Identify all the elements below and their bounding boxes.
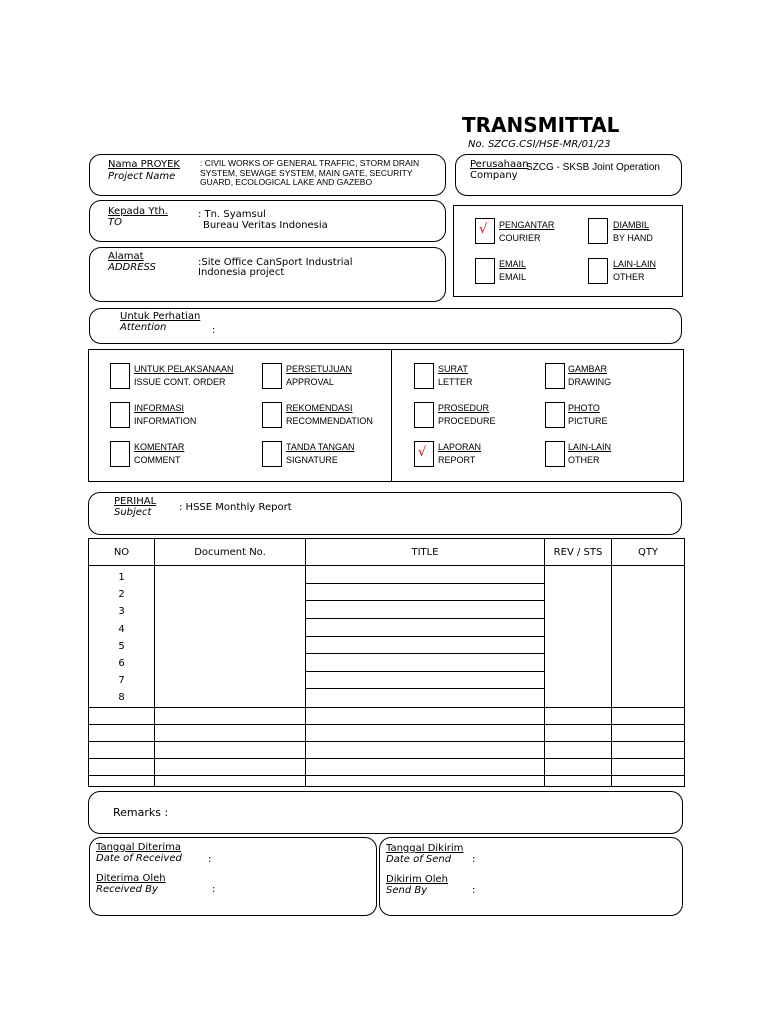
courier-label: PENGANTAR [499,220,555,230]
project-label: Nama PROYEK [108,159,180,170]
report-label: LAPORAN [438,442,482,452]
table-cell[interactable] [155,775,306,786]
received-date-value[interactable]: : [208,854,212,865]
procedure-label: PROSEDUR [438,403,490,413]
table-cell[interactable] [89,707,155,724]
send-date-value[interactable]: : [472,854,476,865]
recommendation-label: REKOMENDASI [286,403,353,413]
email-label-en: EMAIL [499,272,527,282]
title-subrow[interactable] [306,672,544,690]
letter-label: SURAT [438,364,468,374]
drawing-checkbox[interactable] [545,363,565,389]
by-hand-label: DIAMBIL [613,220,650,230]
row-number: 1 [118,572,125,583]
project-line-1: : CIVIL WORKS OF GENERAL TRAFFIC, STORM DRAIN [200,158,420,168]
other-delivery-label: LAIN-LAIN [613,259,657,269]
email-label: EMAIL [499,259,527,269]
title-subrow[interactable] [306,584,544,602]
address-label: Alamat [108,251,144,262]
approval-label-en: APPROVAL [286,377,334,387]
row-number-cell [89,566,155,708]
title-subrow[interactable] [306,654,544,672]
drawing-option [568,363,611,389]
project-label-en: Project Name [108,171,176,182]
company-value: SZCG - SKSB Joint Operation [526,162,660,173]
other-delivery-label-en: OTHER [613,272,645,282]
received-by-label-en: Received By [96,884,158,895]
row-number: 4 [118,623,125,635]
address-label-en: ADDRESS [108,262,156,273]
by-hand-checkbox[interactable] [588,218,608,244]
other-type-checkbox[interactable] [545,441,565,467]
company-label-en: Company [470,170,518,181]
comment-checkbox[interactable] [110,441,130,467]
table-cell[interactable] [612,724,685,741]
title-subrow[interactable] [306,619,544,637]
send-by-value[interactable]: : [472,885,476,896]
project-line-3: GUARD, ECOLOGICAL LAKE AND GAZEBO [200,177,373,187]
procedure-checkbox[interactable] [414,402,434,428]
courier-option [499,219,554,245]
address-line-2: Indonesia project [198,267,285,278]
table-cell[interactable] [155,707,306,724]
to-label-en: TO [108,217,122,228]
title-subrow[interactable] [306,601,544,619]
approval-label: PERSETUJUAN [286,364,353,374]
check-mark-icon: √ [418,445,427,460]
subject-value: : HSSE Monthly Report [179,502,292,513]
project-value [200,159,419,188]
by-hand-label-en: BY HAND [613,233,653,243]
title-subrow[interactable] [306,637,544,655]
letter-checkbox[interactable] [414,363,434,389]
attention-label-en: Attention [120,322,167,333]
recommendation-label-en: RECOMMENDATION [286,416,373,426]
row-number: 6 [118,658,125,670]
signature-label: TANDA TANGAN [286,442,355,452]
column-header-rev-sts: REV / STS [545,539,612,566]
other-delivery-checkbox[interactable] [588,258,608,284]
information-label-en: INFORMATION [134,416,197,426]
attention-box [89,308,682,344]
purpose-divider [391,349,392,482]
signature-label-en: SIGNATURE [286,455,338,465]
recommendation-option [286,402,373,428]
other-type-label: LAIN-LAIN [568,442,612,452]
picture-label-en: PICTURE [568,416,608,426]
table-cell[interactable] [612,741,685,758]
title-subrows [306,566,544,706]
attention-value: : [212,325,216,336]
project-box [89,154,446,196]
other-type-label-en: OTHER [568,455,600,465]
column-header-title: TITLE [306,539,545,566]
approval-option [286,363,352,389]
received-date-label: Tanggal Diterima [96,842,182,853]
other-delivery-option [613,258,656,284]
letter-label-en: LETTER [438,377,473,387]
table-cell[interactable] [89,724,155,741]
send-date-label: Tanggal Dikirim [386,843,464,854]
table-cell[interactable] [155,741,306,758]
document-table [88,538,685,787]
letter-option [438,363,473,389]
send-by-label: Dikirim Oleh [386,874,448,885]
courier-label-en: COURIER [499,233,541,243]
comment-option [134,441,184,467]
table-cell[interactable] [545,741,612,758]
other-type-option [568,441,611,467]
project-line-2: SYSTEM, SEWAGE SYSTEM, MAIN GATE, SECURITY [200,167,413,178]
issue-order-label: UNTUK PELAKSANAAN [134,364,234,374]
comment-label-en: COMMENT [134,455,181,465]
information-label: INFORMASI [134,403,185,413]
table-cell[interactable] [155,758,306,775]
page-title: TRANSMITTAL [462,113,620,137]
column-header-document-no: Document No. [155,539,306,566]
row-number-list [89,566,154,707]
row-number: 3 [118,606,125,618]
recommendation-checkbox[interactable] [262,402,282,428]
address-box [89,247,446,302]
row-number: 2 [118,589,125,601]
report-option [438,441,481,467]
table-cell[interactable] [306,775,545,786]
document-number: No. SZCG.CSI/HSE-MR/01/23 [468,139,611,150]
received-date-label-en: Date of Received [96,853,182,864]
column-header-no: NO [89,539,155,566]
received-by-label: Diterima Oleh [96,873,166,884]
attention-label: Untuk Perhatian [120,311,201,322]
report-checkbox[interactable] [414,441,434,467]
column-header-qty: QTY [612,539,685,566]
picture-label: PHOTO [568,403,600,413]
subject-label-en: Subject [114,507,152,518]
company-box [455,154,682,196]
issue-order-checkbox[interactable] [110,363,130,389]
by-hand-option [613,219,653,245]
row-number: 5 [118,640,125,652]
picture-checkbox[interactable] [545,402,565,428]
received-box [89,837,377,916]
document-no-cell[interactable] [155,566,306,708]
email-checkbox[interactable] [475,258,495,284]
qty-cell[interactable] [612,566,685,708]
procedure-label-en: PROCEDURE [438,416,496,426]
title-cell-group [306,566,545,708]
remarks-box[interactable] [88,791,683,834]
email-option [499,258,526,284]
report-label-en: REPORT [438,455,476,465]
courier-checkbox[interactable] [475,218,495,244]
table-cell[interactable] [306,707,545,724]
send-date-label-en: Date of Send [386,854,452,865]
signature-checkbox[interactable] [262,441,282,467]
comment-label: KOMENTAR [134,442,185,452]
table-cell[interactable] [155,724,306,741]
to-line-1: : Tn. Syamsul [198,209,266,220]
title-subrow[interactable] [306,689,544,706]
procedure-option [438,402,496,428]
rev-sts-cell[interactable] [545,566,612,708]
row-number: 7 [118,675,125,687]
information-option [134,402,196,428]
issue-order-label-en: ISSUE CONT. ORDER [134,377,226,387]
issue-order-option [134,363,234,389]
table-cell[interactable] [306,724,545,741]
signature-option [286,441,355,467]
table-cell[interactable] [612,707,685,724]
table-cell[interactable] [545,707,612,724]
remarks-label: Remarks : [113,806,169,819]
to-label: Kepada Yth. [108,206,168,217]
table-cell[interactable] [545,775,612,786]
address-line-1: :Site Office CanSport Industrial [198,257,353,268]
table-cell[interactable] [306,758,545,775]
title-subrow[interactable] [306,566,544,584]
to-box [89,200,446,242]
received-by-value[interactable]: : [212,884,216,895]
table-cell[interactable] [545,758,612,775]
send-box [379,837,683,916]
table-cell[interactable] [89,741,155,758]
company-label: Perusahaan [470,159,529,170]
table-cell[interactable] [612,775,685,786]
to-line-2: Bureau Veritas Indonesia [203,220,328,231]
table-cell[interactable] [612,758,685,775]
check-mark-icon: √ [479,222,488,237]
table-cell[interactable] [545,724,612,741]
picture-option [568,402,608,428]
drawing-label: GAMBAR [568,364,608,374]
table-cell[interactable] [89,775,155,786]
table-cell[interactable] [306,741,545,758]
subject-box [88,492,682,535]
information-checkbox[interactable] [110,402,130,428]
approval-checkbox[interactable] [262,363,282,389]
row-number: 8 [118,692,125,704]
drawing-label-en: DRAWING [568,377,612,387]
table-cell[interactable] [89,758,155,775]
send-by-label-en: Send By [386,885,428,896]
subject-label: PERIHAL [114,496,157,507]
